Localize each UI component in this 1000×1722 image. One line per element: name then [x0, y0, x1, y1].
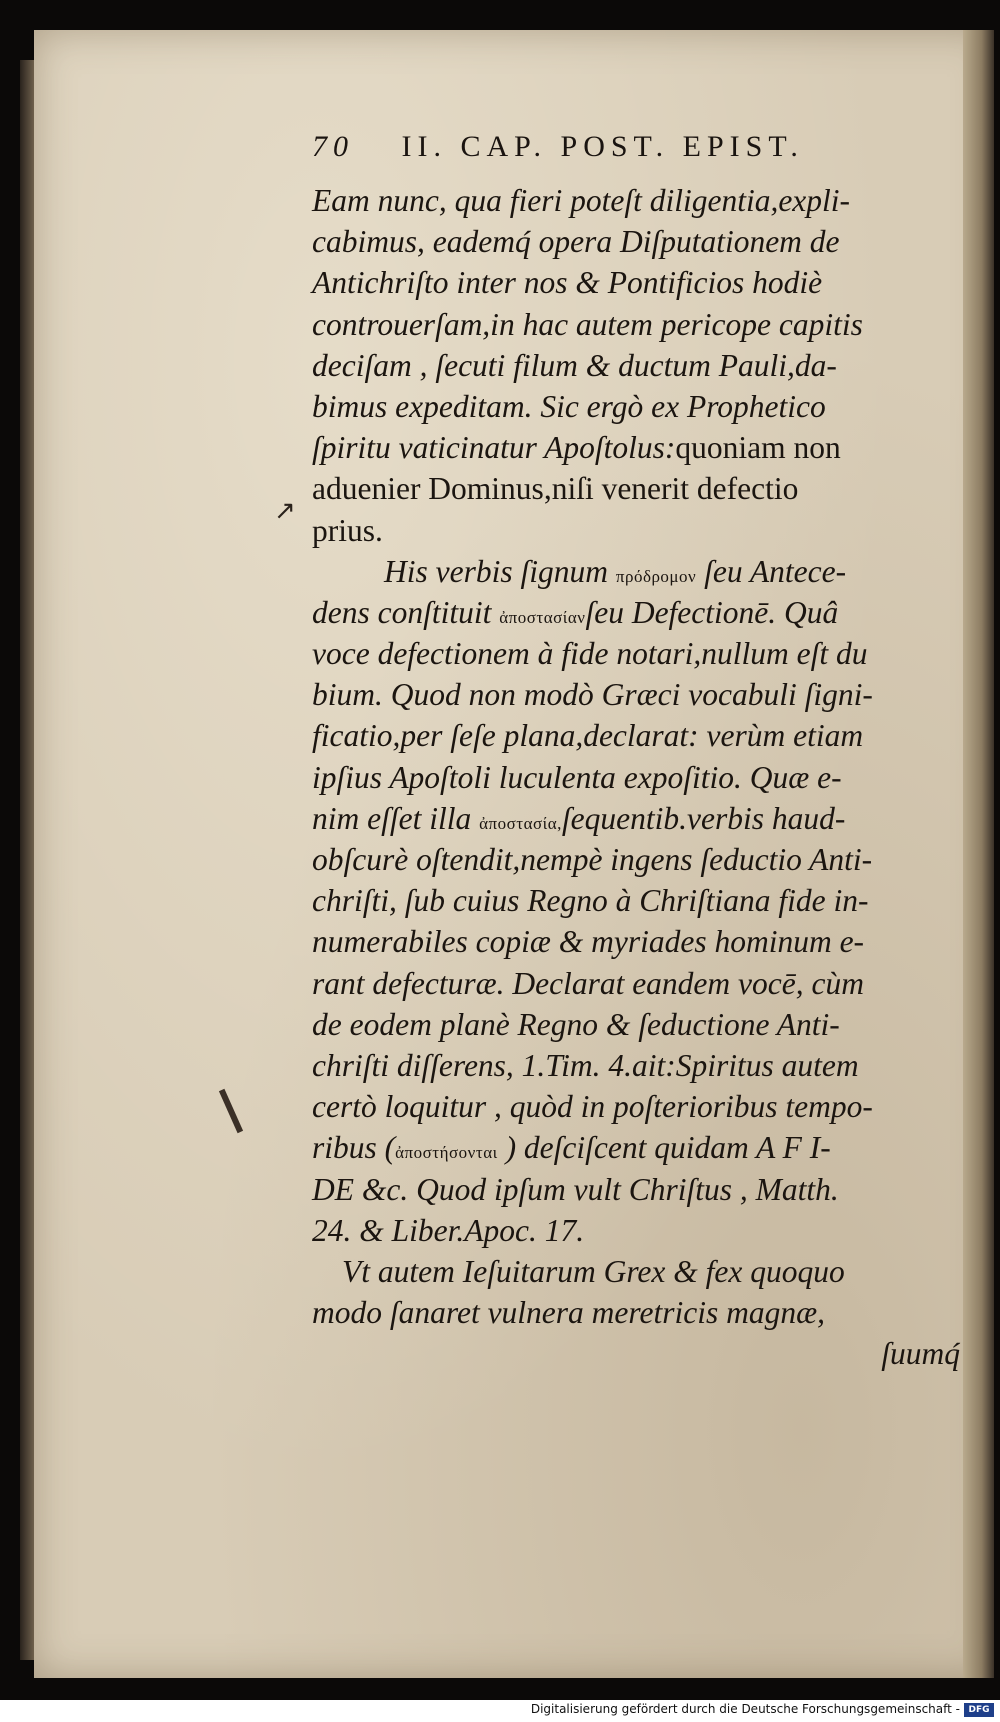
text-line: bium. Quod non modò Græci vocabuli ſigni- [312, 677, 873, 713]
page-edge [963, 30, 994, 1678]
running-title: II. CAP. POST. EPIST. [401, 130, 804, 163]
running-header [312, 130, 804, 164]
text-line: controuerſam,in hac autem pericope capitis [312, 306, 863, 342]
text-segment: ſeu Antece- [696, 553, 847, 589]
catchword: ſuumq́ [881, 1336, 960, 1372]
text-line: 24. & Liber.Apoc. 17. [312, 1212, 585, 1248]
page-number: 70 [312, 130, 354, 163]
text-line: ficatio,per ſeſe plana,declarat: verùm etiam [312, 718, 864, 754]
text-segment: ribus ( [312, 1130, 396, 1166]
text-segment: ſeu Defectionē. Quâ [585, 594, 839, 630]
text-segment: ſpiritu vaticinatur Apoſtolus: [312, 430, 676, 466]
text-line: rant defecturæ. Declarat eandem vocē, cùm [312, 965, 864, 1001]
text-line: Vt autem Ieſuitarum Grex & fex quoquo [342, 1253, 845, 1289]
text-line: voce defectionem à fide notari,nullum eſt du [312, 636, 868, 672]
text-segment: quoniam non [675, 430, 841, 466]
body-text [312, 180, 960, 1374]
text-line: chriſti diſſerens, 1.Tim. 4.ait:Spiritus autem [312, 1047, 859, 1083]
text-line: DE &c. Quod ipſum vult Chriſtus , Matth. [312, 1171, 839, 1207]
text-line [312, 798, 960, 839]
text-line: de eodem planè Regno & ſeductione Anti- [312, 1006, 840, 1042]
text-line: Antichriſto inter nos & Pontificios hodiè [312, 265, 823, 301]
text-segment: nim eſſet illa [312, 800, 472, 836]
text-line: numerabiles copiæ & myriades hominum e- [312, 924, 865, 960]
margin-mark: ↗ [274, 496, 296, 525]
text-line: certò loquitur , quòd in poſterioribus tempo- [312, 1089, 873, 1125]
text-segment: His verbis ſignum [384, 553, 608, 589]
footer-credit: Digitalisierung gefördert durch die Deutsche Forschungsgemeinschaft - [530, 1702, 960, 1716]
text-line: ipſius Apoſtoli luculenta expoſitio. Quæ e- [312, 759, 842, 795]
text-line [312, 592, 960, 633]
greek-word: ἀποστασία, [479, 813, 562, 833]
text-line [312, 1127, 960, 1168]
text-line: Eam nunc, qua fieri poteſt diligentia,expli- [312, 183, 851, 218]
text-segment: ) deſciſcent quidam A F I- [497, 1130, 831, 1166]
text-line: prius. [312, 512, 383, 548]
greek-word: πρόδρομον [615, 566, 697, 586]
text-segment: dens conſtituit [312, 594, 492, 630]
text-line: bimus expeditam. Sic ergò ex Prophetico [312, 388, 826, 424]
text-line: modo ſanaret vulnera meretricis magnæ, [312, 1295, 825, 1331]
text-line: chriſti, ſub cuius Regno à Chriſtiana fide in- [312, 883, 869, 919]
text-line [312, 551, 960, 592]
text-line: deciſam , ſecuti filum & ductum Pauli,da- [312, 347, 837, 383]
text-line: obſcurè oſtendit,nempè ingens ſeductio Anti- [312, 842, 873, 877]
book-gutter [20, 60, 34, 1660]
text-segment: ſequentib.verbis haud- [561, 800, 846, 836]
text-line: cabimus, eademq́ opera Diſputationem de [312, 224, 840, 260]
greek-word: ἀποστήσονται [395, 1143, 498, 1163]
text-line [312, 427, 960, 468]
greek-word: ἀποστασίαν [499, 607, 586, 627]
dfg-logo: DFG [964, 1703, 994, 1717]
text-line: aduenier Dominus,niſi venerit defectio [312, 471, 799, 507]
